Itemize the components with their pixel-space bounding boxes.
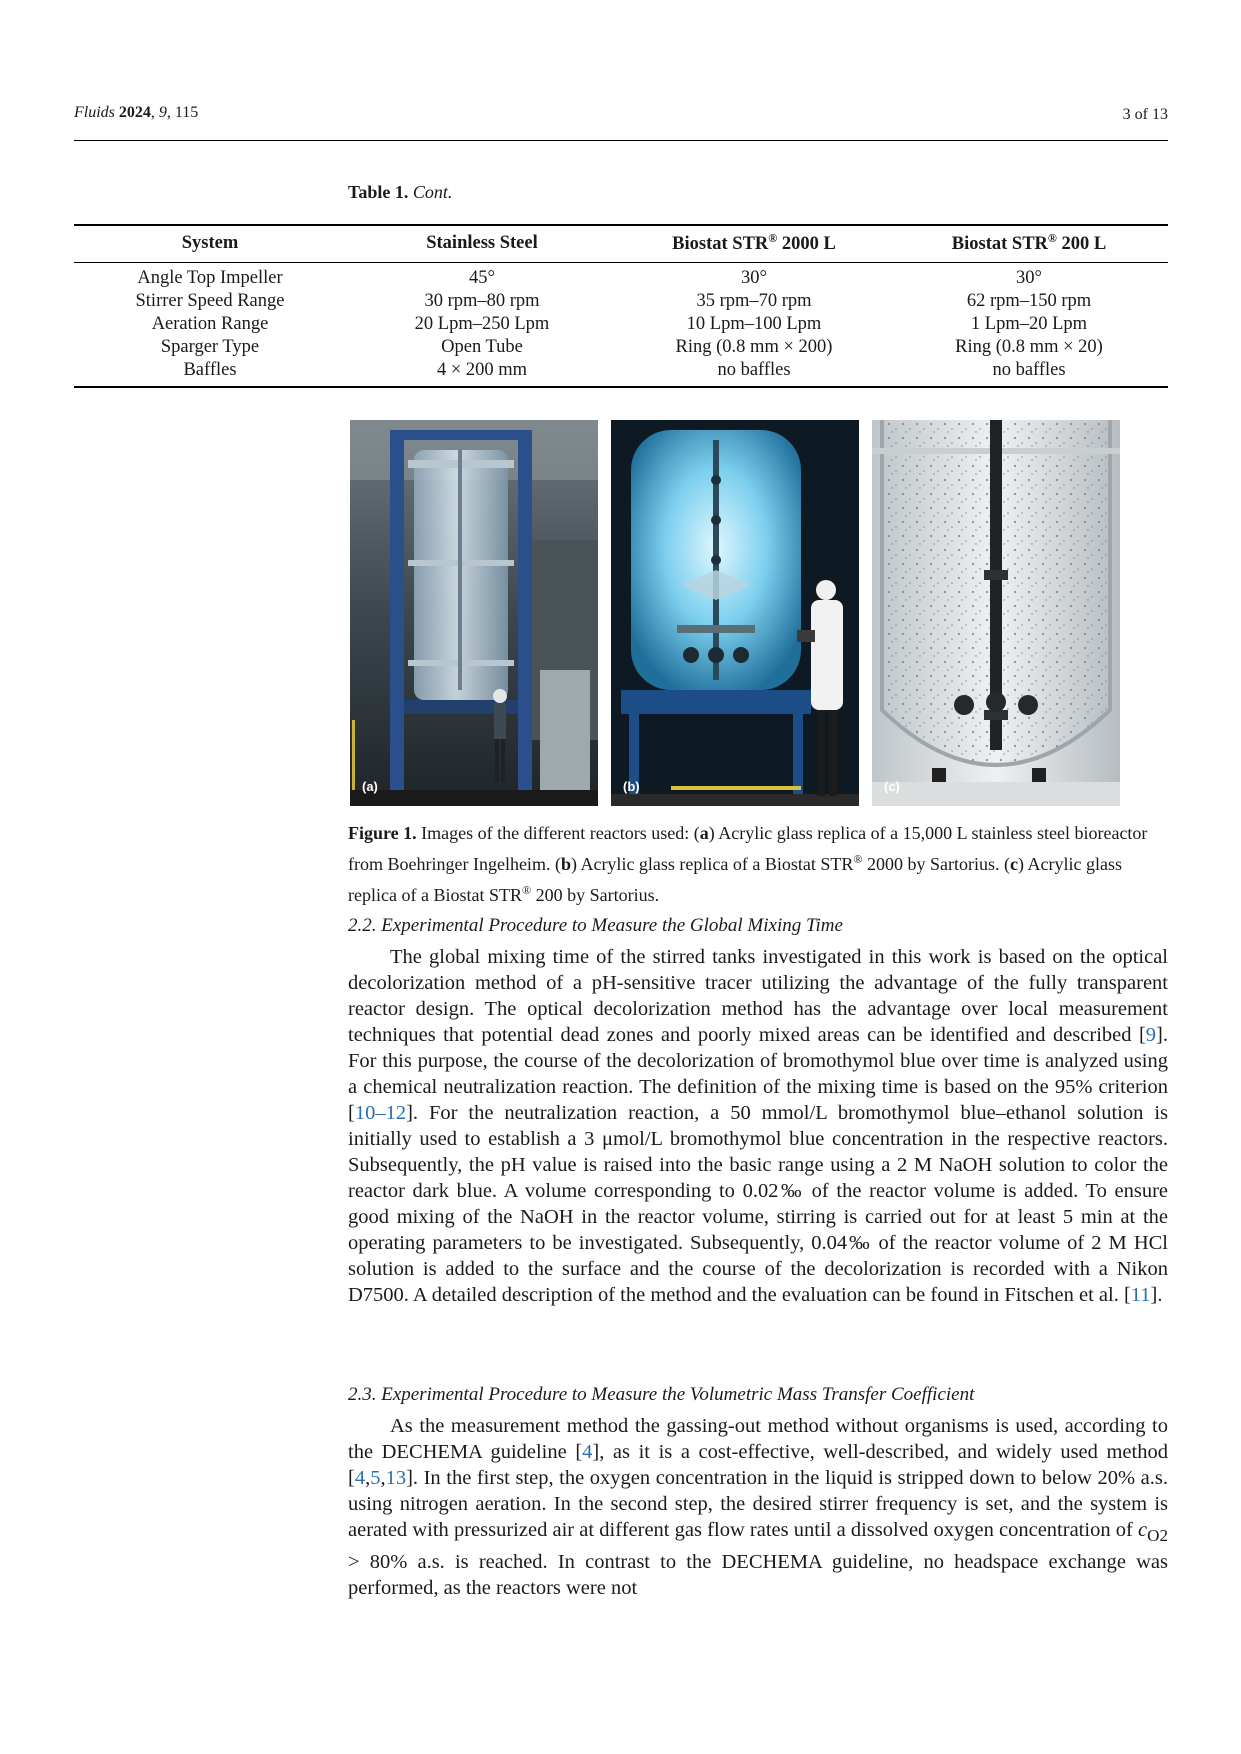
table-cell: Angle Top Impeller (137, 268, 283, 289)
caption-text: ) Acrylic glass replica of a Biostat STR (570, 854, 854, 874)
table-row (74, 290, 1168, 313)
paragraph-mass-transfer (348, 1413, 1168, 1601)
paragraph-text: The global mixing time of the stirred tanks investigated in this work is based on the optical decolorization method of a pH-sensitive tracer utilizing the advantage of the fully transparent reactor design. The optical decolorization method has the advantage over local measurement techniques that potential dead zones and poorly mixed areas can be identified and described [ (348, 946, 1168, 1046)
registered-mark: ® (768, 231, 778, 245)
table-cell: Baffles (183, 360, 237, 381)
caption-panel-ref: b (560, 854, 571, 874)
citation-link[interactable]: 10 (354, 1102, 376, 1124)
caption-text: ) Acrylic glass replica of a Biostat STR (348, 854, 1122, 905)
math-variable: c (1138, 1519, 1148, 1541)
citation-separator: , (380, 1467, 386, 1489)
paragraph-text: ]. For this purpose, the course of the decolorization of bromothymol blue over time is analyzed using a chemical neutralization reaction. The definition of the mixing time is based on the 95% criterion [ (348, 1024, 1168, 1124)
journal-year: 2024 (118, 104, 151, 121)
citation-link[interactable]: 9 (1145, 1024, 1157, 1046)
reactor-table (74, 224, 1168, 388)
caption-text: 2000 by Sartorius. ( (862, 854, 1011, 874)
citation-link[interactable]: 12 (385, 1102, 407, 1124)
registered-mark: ® (853, 852, 863, 866)
math-subscript: O2 (1147, 1526, 1168, 1546)
table-cell: 20 Lpm–250 Lpm (414, 314, 550, 335)
citation-link[interactable]: 11 (1130, 1284, 1151, 1306)
table-caption-label: Table 1. (348, 182, 409, 202)
table-caption-text: Cont. (412, 182, 453, 202)
registered-mark: ® (521, 883, 532, 897)
table-header-row (74, 226, 1168, 263)
panel-label-b: (b) (623, 779, 640, 794)
table-cell: no baffles (717, 360, 791, 381)
table-row (74, 263, 1168, 291)
section-heading-2-2: 2.2. Experimental Procedure to Measure the Global Mixing Time (348, 915, 843, 936)
panel-label-a: (a) (362, 779, 378, 794)
column-header: Stainless Steel (346, 226, 618, 263)
figure-caption (348, 820, 1170, 908)
caption-text: 200 by Sartorius. (531, 885, 660, 905)
page-number: 3 of 13 (1122, 106, 1168, 123)
table-row (74, 359, 1168, 386)
table-cell: Aeration Range (151, 314, 269, 335)
caption-panel-ref: c (1010, 854, 1019, 874)
table-cell: Stirrer Speed Range (135, 291, 285, 312)
table-cell: 30 rpm–80 rpm (424, 291, 540, 312)
table-cell: 62 rpm–150 rpm (966, 291, 1092, 312)
table-cell: 30° (1016, 268, 1042, 289)
table-cell: 4 × 200 mm (436, 360, 528, 381)
table-cell: Ring (0.8 mm × 20) (955, 337, 1103, 358)
journal-citation: Fluids 2024, 9, 115 (74, 104, 199, 121)
article-number: 115 (174, 104, 199, 121)
citation-link[interactable]: 13 (385, 1467, 407, 1489)
journal-name: Fluids (74, 104, 115, 121)
table-row (74, 313, 1168, 336)
paragraph-text: ], as it is a cost-effective, well-described, and widely used method [ (348, 1441, 1168, 1489)
table-caption (348, 182, 452, 203)
table-cell: Sparger Type (160, 337, 260, 358)
registered-mark: ® (1047, 231, 1057, 245)
paragraph-text: ]. In the first step, the oxygen concentration in the liquid is stripped down to below 20% a.s. using nitrogen aeration. In the second step, the desired stirrer frequency is set, and the system is aerated with pressurized air at different gas flow rates until a dissolved oxygen concentration of (348, 1467, 1168, 1541)
paragraph-text: > 80% a.s. is reached. In contrast to the DECHEMA guideline, no headspace exchange was performed, as the reactors were not (348, 1551, 1168, 1600)
caption-text: ) Acrylic glass replica of a 15,000 L stainless steel bioreactor from Boehringer Ingelheim. ( (348, 823, 1148, 874)
photo-stainless-steel-replica (350, 420, 598, 806)
table-cell: 45° (469, 268, 495, 289)
section-heading-2-3: 2.3. Experimental Procedure to Measure the Volumetric Mass Transfer Coefficient (348, 1384, 975, 1405)
figure-caption-label: Figure 1. (348, 823, 417, 843)
table-cell: no baffles (992, 360, 1066, 381)
caption-panel-ref: a (699, 823, 709, 843)
table-cell: Ring (0.8 mm × 200) (675, 337, 833, 358)
table-cell: 1 Lpm–20 Lpm (970, 314, 1088, 335)
table-cell: 30° (741, 268, 767, 289)
paragraph-text: ]. For the neutralization reaction, a 50 mmol/L bromothymol blue–ethanol solution is initially used to establish a 3 μmol/L bromothymol blue concentration in the respective reactors. Subsequently, the pH value is raised into the basic range using a 2 M NaOH solution to color the reactor dark blue. A volume corresponding to 0.02‰ of the reactor volume is added. To ensure good mixing of the NaOH in the reactor volume, stirring is carried out for at least 5 min at the operating parameters to be investigated. Subsequently, 0.04‰ of the reactor volume of 2 M HCl solution is added to the surface and the course of the decolorization is recorded with a Nikon D7500. A detailed description of the method and the evaluation can be found in Fitschen et al. [ (348, 1102, 1168, 1306)
table-cell: 10 Lpm–100 Lpm (686, 314, 822, 335)
table-cell: Open Tube (441, 337, 523, 358)
paragraph-text: ]. (1150, 1284, 1163, 1306)
table-cell: 35 rpm–70 rpm (696, 291, 812, 312)
column-header: System (74, 226, 346, 263)
paragraph-mixing-time (348, 944, 1168, 1308)
citation-link[interactable]: 4 (354, 1467, 366, 1489)
citation-separator: , (365, 1467, 371, 1489)
column-header: Biostat STR® 2000 L (618, 226, 890, 263)
panel-label-c: (c) (884, 779, 900, 794)
photo-biostat-2000-replica (611, 420, 859, 806)
paragraph-text: As the measurement method the gassing-out method without organisms is used, according to the DECHEMA guideline [ (348, 1415, 1168, 1463)
column-header: Biostat STR® 200 L (890, 226, 1168, 263)
citation-link[interactable]: 4 (582, 1441, 593, 1463)
journal-volume: 9 (158, 104, 167, 121)
page-header (74, 100, 1168, 141)
citation-link[interactable]: 5 (370, 1467, 381, 1489)
photo-biostat-200-replica (872, 420, 1120, 806)
reactor-figure (350, 420, 1120, 806)
citation-range-dash: – (375, 1102, 386, 1124)
table-row (74, 336, 1168, 359)
caption-text: Images of the different reactors used: ( (416, 823, 700, 843)
